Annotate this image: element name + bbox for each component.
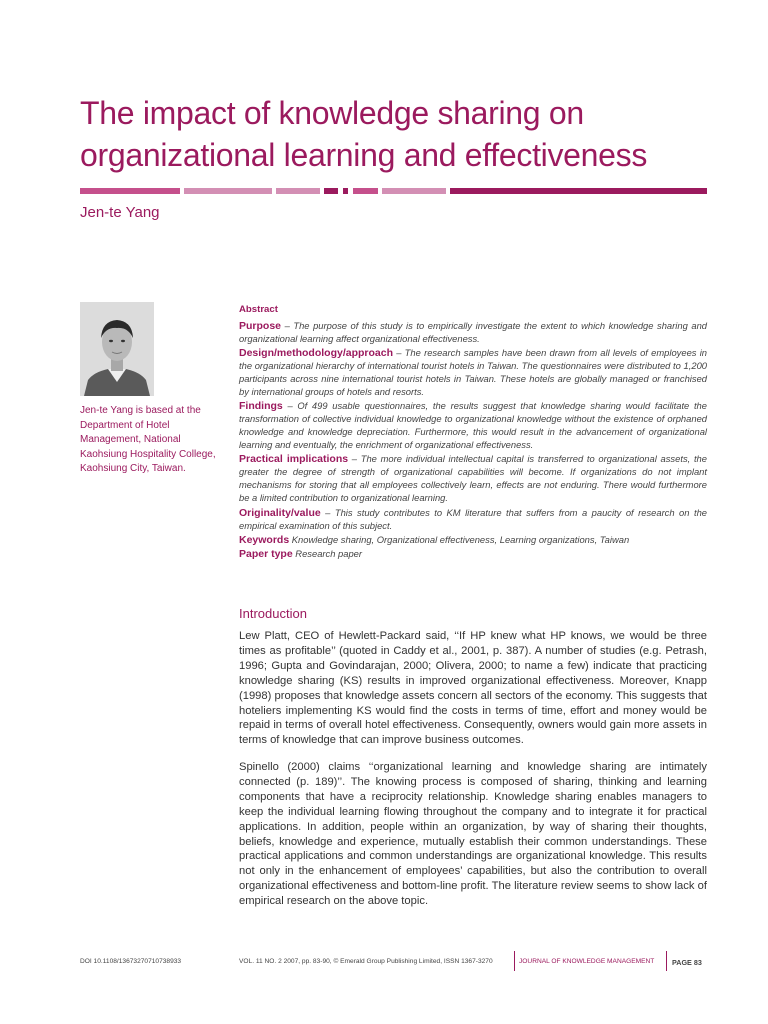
article-title: The impact of knowledge sharing on organizational learning and effectiveness <box>80 95 648 173</box>
intro-paragraph-2: Spinello (2000) claims ‘‘organizational learning and knowledge sharing are intimately connected (p. 189)’’. The knowing process is composed of sharing, thinking and learning components that have a reciprocity relationship. Knowledge sharing enables managers to keep the individual learning flowing throughout the company and to integrate it for practical applications. In addition, people within an organization, by way of sharing their thoughts, beliefs, knowledge and experience, mutually establish their common understandings. These practical applications and common understandings are organizational knowledge. This results not only in the enhancement of employees’ capabilities, but also the contribution to overall organizational effectiveness and bottom-line profit. The literature review seems to show lack of empirical research on the above topic. <box>239 761 707 908</box>
author-bio: Jen-te Yang is based at the Department of Hotel Management, National Kaohsiung Hospitality College, Kaohsiung City, Taiwan. <box>80 405 216 475</box>
abstract-section <box>239 304 707 563</box>
abstract-keywords: Keywords Knowledge sharing, Organizational effectiveness, Learning organizations, Taiwan <box>239 533 630 546</box>
abstract-originality: Originality/value – This study contributes to KM literature that suffers from a paucity of research on the empirical examination of this subject. <box>239 506 707 531</box>
footer-page: PAGE 83 <box>672 958 702 967</box>
footer-separator <box>666 951 667 971</box>
footer-journal: JOURNAL OF KNOWLEDGE MANAGEMENT <box>519 958 655 965</box>
abstract-purpose: Purpose – The purpose of this study is to empirically investigate the extent to which knowledge sharing and organizational learning affect organizational effectiveness. <box>239 319 707 344</box>
introduction-heading: Introduction <box>239 606 307 621</box>
footer-separator <box>514 951 515 971</box>
footer-doi: DOI 10.1108/13673270710738933 <box>80 958 182 965</box>
author-photo <box>80 302 154 396</box>
intro-paragraph-1: Lew Platt, CEO of Hewlett-Packard said, ‘‘If HP knew what HP knows, we would be three times as profitable’’ (quoted in Caddy et al., 2001, p. 387). A number of studies (e.g. Petrash, 1996; Gupta and Govindarajan, 2000; Olivera, 2000; to name a few) indicate that practicing knowledge sharing (KS) results in improved organizational effectiveness. Moreover, Knapp (1998) proposes that knowledge assets concern all sectors of the economy. This suggests that hoteliers implementing KS would find the costs in terms of time, effort and money would be repaid in terms of overall hotel effectiveness. Consequently, owners would gain more assets in terms of knowledge that can improve business outcomes. <box>239 630 707 747</box>
abstract-design: Design/methodology/approach – The research samples have been drawn from all levels of employees in the organizational hierarchy of international tourist hotels in Taiwan. The questionnaires were distributed to 1,200 participants across nine international tourist hotels in Taiwan. These hotels are globally managed or franchised by international groups of hotels and resorts. <box>239 347 707 397</box>
footer-volume: VOL. 11 NO. 2 2007, pp. 83-90, © Emerald Group Publishing Limited, ISSN 1367-3270 <box>239 958 493 965</box>
abstract-paper-type: Paper type Research paper <box>239 548 363 561</box>
abstract-implications: Practical implications – The more individual intellectual capital is transferred to organizational assets, the greater the degree of strength of organizational capabilities will become. If organizations do not implant mechanisms for storing that all employees collectively learn, effects are not enduring. There would furthermore be a limited contribution to organizational learning. <box>239 453 707 504</box>
author-name: Jen-te Yang <box>80 204 160 221</box>
abstract-heading: Abstract <box>239 304 278 315</box>
abstract-findings: Findings – Of 499 usable questionnaires, the results suggest that knowledge sharing would facilitate the transformation of collective individual knowledge to organizational knowledge without the existence of orphaned knowledge and knowledge depreciation. Furthermore, this would result in the advancement of organizational learning and eventually, the enrichment of organizational effectiveness. <box>239 400 707 451</box>
